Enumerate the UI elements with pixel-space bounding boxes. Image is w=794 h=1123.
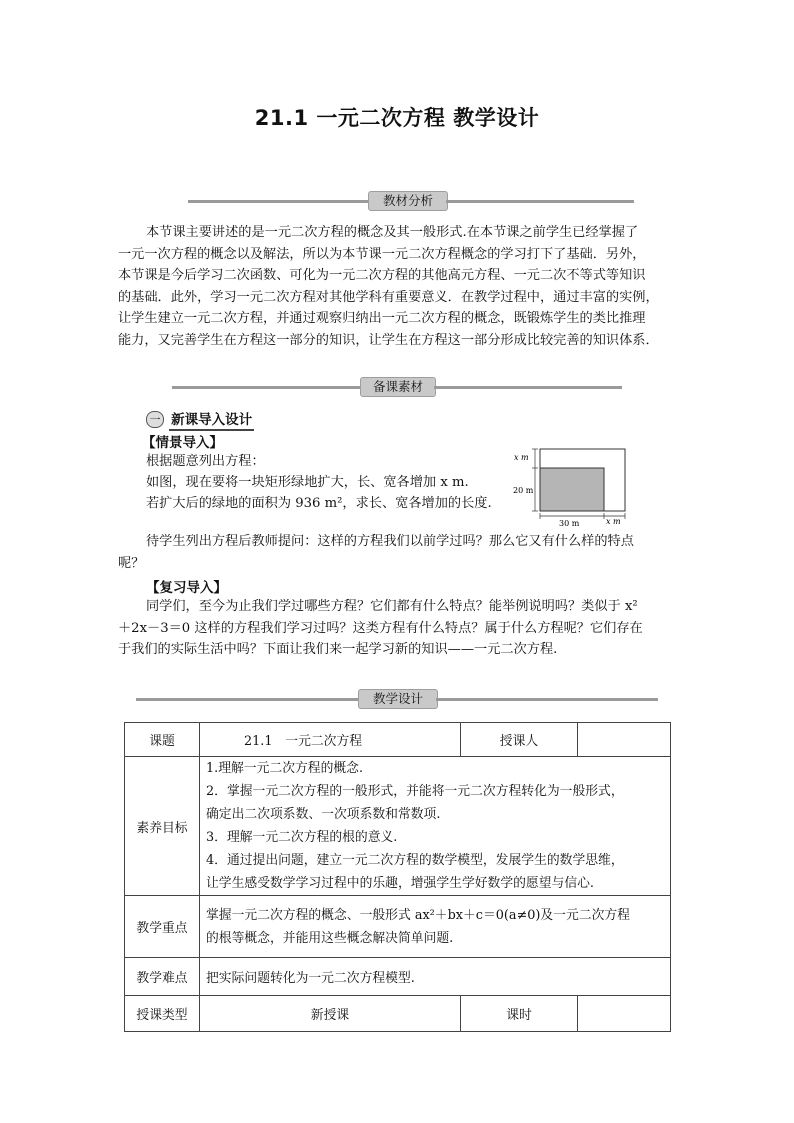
table-cell-periods [578, 996, 671, 1032]
question-line: 待学生列出方程后教师提问：这样的方程我们以前学过吗？那么它又有什么样的特点 [146, 534, 634, 549]
table-cell-key-points [200, 896, 671, 958]
analysis-line: 的基础．此外，学习一元二次方程对其他学科有重要意义．在教学过程中，通过丰富的实例， [118, 289, 659, 305]
divider-line [172, 386, 360, 389]
table-row [125, 958, 671, 996]
figure-label-x-right: x m [606, 517, 621, 526]
table-cell-label: 教学重点 [125, 896, 200, 958]
goal-line: 1.理解一元二次方程的概念. [206, 761, 364, 776]
divider-line [436, 698, 658, 701]
table-cell-goals [200, 757, 671, 896]
section-label: 教学设计 [358, 689, 438, 709]
scene-line: 根据题意列出方程： [146, 454, 265, 469]
key-point-line: 掌握一元二次方程的概念、一般形式 ax²＋bx＋c＝0(a≠0)及一元二次方程 [206, 907, 630, 923]
figure-label-length: 30 m [559, 519, 580, 528]
table-cell-label: 课题 [125, 723, 200, 757]
table-row [125, 757, 671, 896]
section-header-design [0, 689, 794, 709]
divider-line [188, 200, 368, 203]
table-cell-label: 素养目标 [125, 757, 200, 896]
intro-heading [146, 409, 254, 429]
figure-label-x-top: x m [514, 453, 529, 462]
goal-line: 4．通过提出问题，建立一元二次方程的数学模型，发展学生的数学思维， [206, 853, 624, 868]
scene-line: 如图，现在要将一块矩形绿地扩大，长、宽各增加 x m. [146, 475, 469, 490]
goal-line: 让学生感受数学学习过程中的乐趣，增强学生学好数学的愿望与信心. [206, 876, 594, 891]
analysis-line: 本节课主要讲述的是一元二次方程的概念及其一般形式.在本节课之前学生已经掌握了 [146, 225, 639, 240]
scene-intro-title: 【情景导入】 [142, 435, 223, 451]
section-label: 备课素材 [360, 377, 436, 397]
analysis-line: 能力，又完善学生在方程这一部分的知识，让学生在方程这一部分形成比较完善的知识体系． [118, 332, 659, 348]
section-number-badge: 一 [146, 411, 164, 428]
table-cell-label: 教学难点 [125, 958, 200, 996]
table-cell-label: 授课人 [461, 723, 578, 757]
table-row [125, 996, 671, 1032]
analysis-paragraph [118, 222, 674, 351]
table-cell-type: 新授课 [200, 996, 461, 1032]
section-label: 教材分析 [368, 191, 448, 211]
review-line: ＋2x－3＝0 这样的方程我们学习过吗？这类方程有什么特点？属于什么方程呢？它们存在 [118, 620, 643, 636]
teacher-question [118, 531, 674, 574]
analysis-line: 本节课是今后学习二次函数、可化为一元二次方程的其他高元方程、一元二次不等式等知识 [118, 268, 646, 283]
table-cell-topic: 21.1 一元二次方程 [200, 723, 461, 757]
goal-line: 确定出二次项系数、一次项系数和常数项. [206, 807, 441, 822]
review-intro-title: 【复习导入】 [146, 580, 227, 596]
page-title: 21.1 一元二次方程 教学设计 [254, 106, 540, 130]
analysis-line: 一元一次方程的概念以及解法，所以为本节课一元二次方程概念的学习打下了基础．另外， [118, 246, 646, 262]
table-cell-label: 授课类型 [125, 996, 200, 1032]
lesson-plan-table [124, 722, 671, 1032]
rectangle-expansion-figure [510, 446, 634, 528]
key-point-line: 的根等概念，并能用这些概念解决简单问题. [206, 930, 454, 946]
table-cell-label: 课时 [461, 996, 578, 1032]
goal-line: 3．理解一元二次方程的根的意义. [206, 830, 398, 845]
intro-heading-text: 新课导入设计 [169, 412, 254, 431]
review-intro-text [118, 596, 674, 661]
goal-line: 2．掌握一元二次方程的一般形式，并能将一元二次方程转化为一般形式， [206, 784, 624, 799]
review-line: 于我们的实际生活中吗？下面让我们来一起学习新的知识——一元二次方程. [118, 642, 558, 657]
section-header-analysis [0, 191, 794, 211]
section-header-materials [0, 377, 794, 397]
divider-line [136, 698, 358, 701]
table-row [125, 723, 671, 757]
table-cell-teacher [578, 723, 671, 757]
scene-intro-text [146, 451, 516, 514]
analysis-line: 让学生建立一元二次方程，并通过观察归纳出一元二次方程的概念，既锻炼学生的类比推理 [118, 311, 646, 326]
figure-label-width: 20 m [513, 486, 534, 495]
scene-line: 若扩大后的绿地的面积为 936 m²，求长、宽各增加的长度. [146, 496, 492, 511]
divider-line [434, 386, 622, 389]
table-cell-difficulty: 把实际问题转化为一元二次方程模型. [200, 958, 671, 996]
review-line: 同学们，至今为止我们学过哪些方程？它们都有什么特点？能举例说明吗？类似于 x² [146, 599, 638, 614]
table-row [125, 896, 671, 958]
divider-line [446, 200, 634, 203]
question-line: 呢？ [118, 555, 145, 571]
